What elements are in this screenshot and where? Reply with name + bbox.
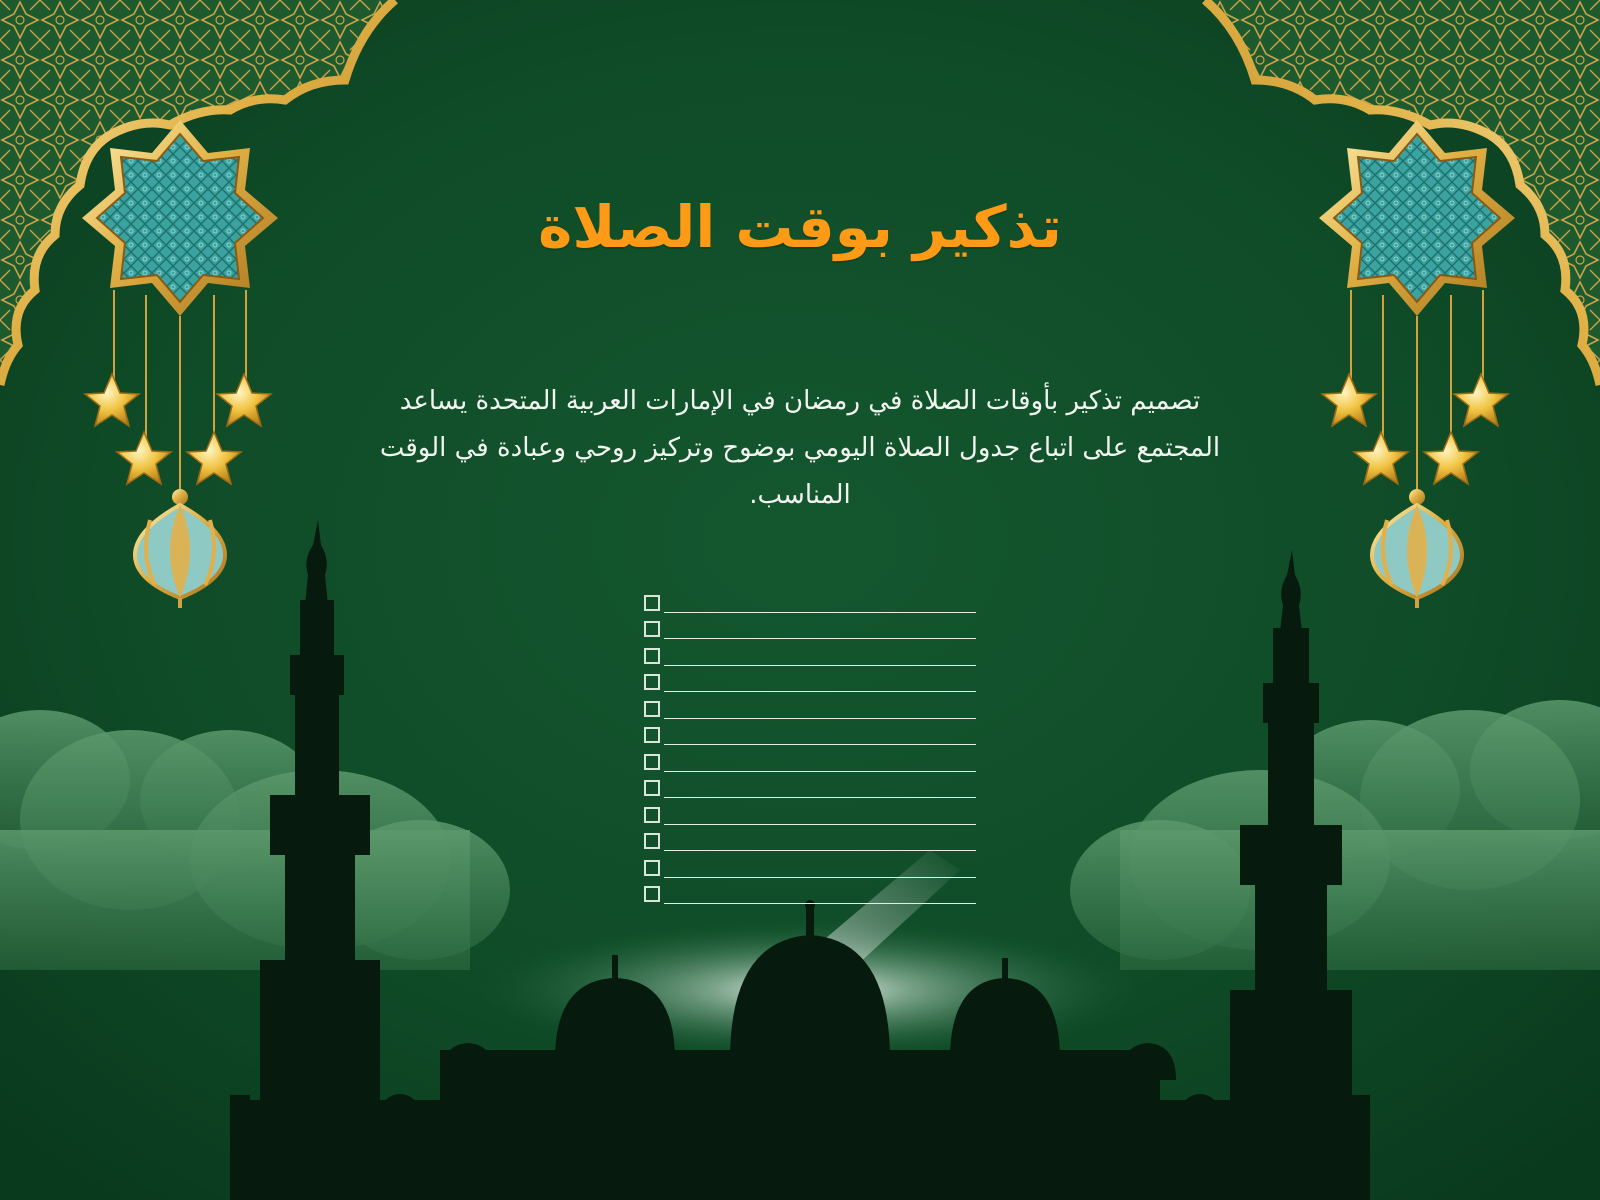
checkbox[interactable] <box>644 595 660 611</box>
checkbox[interactable] <box>644 807 660 823</box>
checklist-line[interactable] <box>664 771 976 772</box>
checkbox[interactable] <box>644 833 660 849</box>
checkbox[interactable] <box>644 860 660 876</box>
checkbox[interactable] <box>644 886 660 902</box>
checklist-line[interactable] <box>664 665 976 666</box>
checklist-row <box>644 827 976 854</box>
checkbox[interactable] <box>644 701 660 717</box>
checkbox[interactable] <box>644 754 660 770</box>
checklist-row <box>644 721 976 748</box>
checklist-row <box>644 668 976 695</box>
checklist-line[interactable] <box>664 824 976 825</box>
checklist-row <box>644 853 976 880</box>
checklist-line[interactable] <box>664 797 976 798</box>
checklist-line[interactable] <box>664 877 976 878</box>
checklist-row <box>644 880 976 907</box>
checklist-line[interactable] <box>664 850 976 851</box>
checklist-line[interactable] <box>664 718 976 719</box>
star-frame-icon <box>82 120 278 316</box>
checklist-line[interactable] <box>664 691 976 692</box>
checkbox[interactable] <box>644 674 660 690</box>
checkbox[interactable] <box>644 621 660 637</box>
checklist-line[interactable] <box>664 744 976 745</box>
poster-description: تصميم تذكير بأوقات الصلاة في رمضان في الإمارات العربية المتحدة يساعد المجتمع على اتباع جدول الصلاة اليومي بوضوح وتركيز روحي وعبادة في الوقت المناسب. <box>379 386 1221 510</box>
checklist-line[interactable] <box>664 612 976 613</box>
checkbox[interactable] <box>644 648 660 664</box>
checklist-line[interactable] <box>664 638 976 639</box>
checklist-row <box>644 694 976 721</box>
checklist-row <box>644 747 976 774</box>
poster-title: تذكير بوقت الصلاة <box>538 193 1062 261</box>
checklist-line[interactable] <box>664 903 976 904</box>
star-frame-icon <box>1319 120 1515 316</box>
prayer-checklist <box>644 588 976 906</box>
checkbox[interactable] <box>644 727 660 743</box>
checklist-row <box>644 641 976 668</box>
checklist-row <box>644 615 976 642</box>
checkbox[interactable] <box>644 780 660 796</box>
checklist-row <box>644 588 976 615</box>
checklist-row <box>644 774 976 801</box>
checklist-row <box>644 800 976 827</box>
